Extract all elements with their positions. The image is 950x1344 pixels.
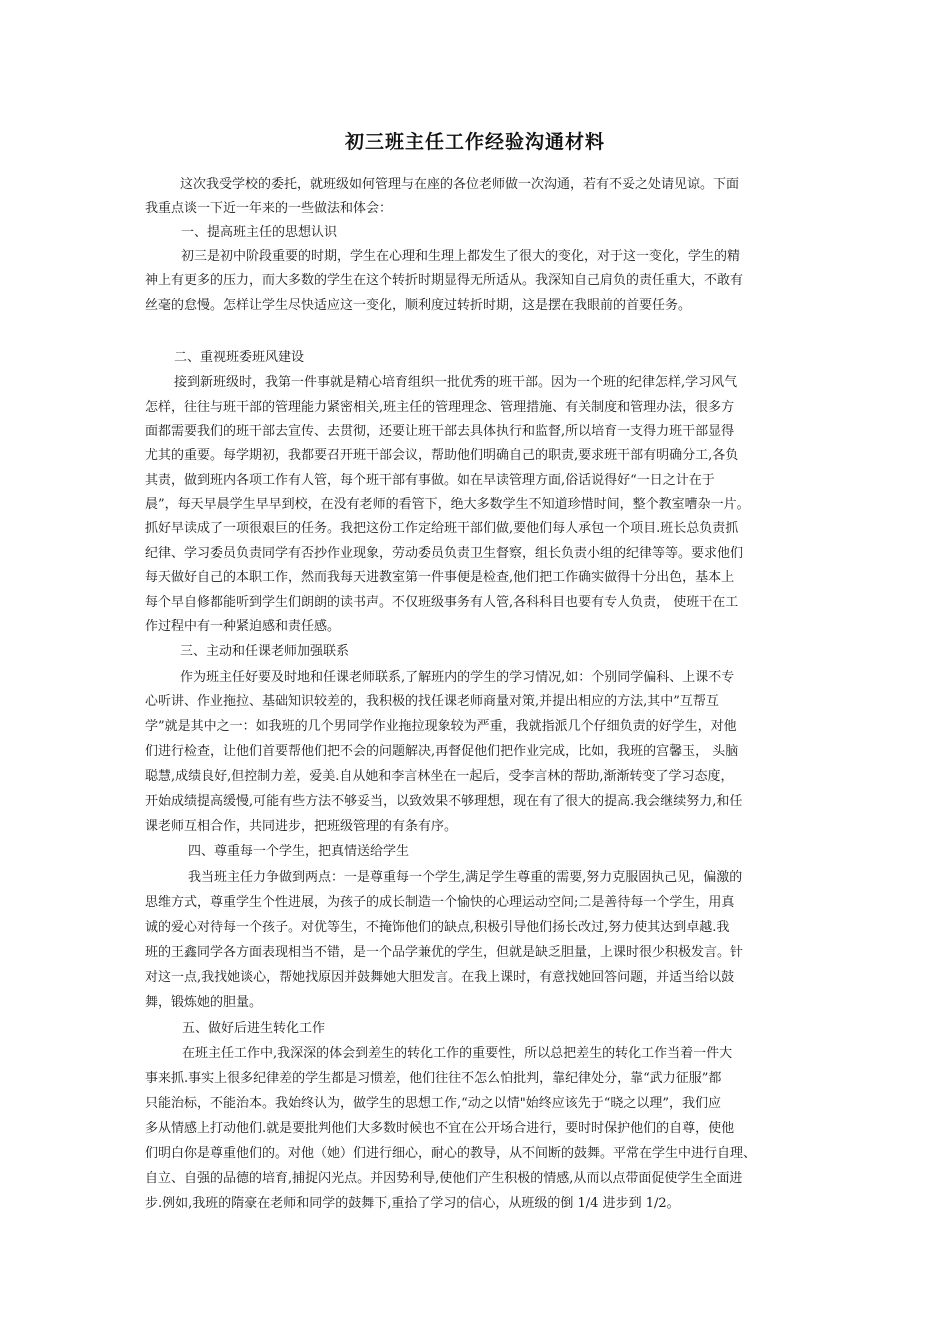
paragraph-line: 对这一点,我找她谈心，帮她找原因并鼓舞她大胆发言。在我上课时，有意找她回答问题，并适当给以鼓 (145, 970, 735, 985)
section-heading: 五、做好后进生转化工作 (182, 1021, 326, 1036)
paragraph-line: 开始成绩提高缓慢,可能有些方法不够妥当，以致效果不够理想，现在有了很大的提高.我会继续努力,和任 (145, 794, 743, 809)
paragraph-line: 只能治标，不能治本。我始终认为，做学生的思想工作,“动之以情"始终应该先于“晓之以理”，我们应 (145, 1096, 722, 1111)
paragraph-line: 作过程中有一种紧迫感和责任感。 (145, 619, 341, 634)
paragraph-line: 怎样，往往与班干部的管理能力紧密相关,班主任的管理理念、管理措施、有关制度和管理办法，很多方 (145, 400, 735, 415)
paragraph-line: 诚的爱心对待每一个孩子。对优等生，不掩饰他们的缺点,积极引导他们扬长改过,努力使其达到卓越.我 (145, 920, 730, 935)
section-heading: 二、重视班委班风建设 (174, 350, 305, 365)
paragraph-line: 课老师互相合作，共同进步，把班级管理的有条有序。 (145, 819, 458, 834)
document-title: 初三班主任工作经验沟通材料 (344, 131, 605, 153)
paragraph-line: 们进行检查，让他们首要帮他们把不会的问题解决,再督促他们把作业完成，比如，我班的宫馨玉， 头脑 (145, 744, 739, 759)
paragraph-line: 聪慧,成绩良好,但控制力差，爱美.自从她和李言林坐在一起后，受李言林的帮助,渐渐转变了学习态度， (145, 769, 734, 784)
paragraph-line: 初三是初中阶段重要的时期，学生在心理和生理上都发生了很大的变化，对于这一变化，学生的精 (181, 249, 741, 264)
paragraph-line: 其责，做到班内各项工作有人管，每个班干部有事做。如在早读管理方面,俗话说得好“一日之计在于 (145, 473, 715, 488)
paragraph-line: 每天做好自己的本职工作，然而我每天进教室第一件事便是检查,他们把工作确实做得十分出色，基本上 (145, 570, 735, 585)
section-heading: 四、尊重每一个学生，把真情送给学生 (188, 844, 410, 859)
paragraph-line: 步.例如,我班的隋豪在老师和同学的鼓舞下,重拾了学习的信心，从班级的倒 1/4 进步到 1/2。 (145, 1196, 680, 1211)
paragraph-line: 班的王鑫同学各方面表现相当不错，是一个品学兼优的学生，但就是缺乏胆量，上课时很少积极发言。针 (145, 945, 744, 960)
paragraph-line: 作为班主任好要及时地和任课老师联系,了解班内的学生的学习情况,如：个别同学偏科、上课不专 (180, 670, 735, 685)
paragraph-line: 在班主任工作中,我深深的体会到差生的转化工作的重要性，所以总把差生的转化工作当着一件大 (182, 1046, 733, 1061)
paragraph-line: 晨”，每天早晨学生早早到校，在没有老师的看管下，绝大多数学生不知道珍惜时间，整个教室嘈杂一片。 (145, 497, 750, 512)
paragraph-line: 事来抓.事实上很多纪律差的学生都是习惯差，他们往往不怎么怕批判，靠纪律处分，靠“武力征服”都 (145, 1071, 722, 1086)
paragraph-line: 自立、自强的品德的培育,捕捉闪光点。并因势利导,使他们产生积极的情感,从而以点带面促使学生全面进 (145, 1171, 743, 1186)
paragraph-line: 纪律、学习委员负责同学有否抄作业现象，劳动委员负责卫生督察，组长负责小组的纪律等等。要求他们 (145, 546, 744, 561)
paragraph-line: 接到新班级时，我第一件事就是精心培育组织一批优秀的班干部。因为一个班的纪律怎样,学习风气 (174, 375, 738, 390)
paragraph-line: 思维方式，尊重学生个性进展，为孩子的成长制造一个愉快的心理运动空间;二是善待每一个学生，用真 (145, 895, 735, 910)
paragraph-line: 尤其的重要。每学期初，我都要召开班干部会议，帮助他们明确自己的职责,要求班干部有明确分工,各负 (145, 448, 739, 463)
paragraph-line: 舞，锻炼她的胆量。 (145, 995, 263, 1010)
paragraph-line: 抓好早读成了一项很艰巨的任务。我把这份工作定给班干部们做,要他们每人承包一个项目.班长总负责抓 (145, 521, 739, 536)
paragraph-line: 我重点谈一下近一年来的一些做法和体会： (145, 201, 393, 216)
paragraph-line: 这次我受学校的委托，就班级如何管理与在座的各位老师做一次沟通，若有不妥之处请见谅。下面 (180, 177, 740, 192)
paragraph-line: 多从情感上打动他们.就是要批判他们大多数时候也不宜在公开场合进行，要时时保护他们的自尊，使他 (145, 1121, 735, 1136)
paragraph-line: 神上有更多的压力，而大多数的学生在这个转折时期显得无所适从。我深知自己肩负的责任重大，不敢有 (145, 273, 744, 288)
paragraph-line: 心听讲、作业拖拉、基础知识较差的，我积极的找任课老师商量对策,并提出相应的方法,其中”互帮互 (145, 694, 719, 709)
paragraph-line: 每个早自修都能听到学生们朗朗的读书声。不仅班级事务有人管,各科科目也要有专人负责， 使班干在工 (145, 595, 739, 610)
paragraph-line: 们明白你是尊重他们的。对他（她）们进行细心，耐心的教导，从不间断的鼓舞。平常在学生中进行自理、 (145, 1146, 757, 1161)
paragraph-line: 我当班主任力争做到两点：一是尊重每一个学生,满足学生尊重的需要,努力克服固执己见，偏激的 (188, 870, 743, 885)
paragraph-line: 面都需要我们的班干部去宣传、去贯彻，还要让班干部去具体执行和监督,所以培育一支得力班干部显得 (145, 424, 735, 439)
paragraph-line: 丝毫的怠慢。怎样让学生尽快适应这一变化，顺利度过转折时期，这是摆在我眼前的首要任务。 (145, 298, 692, 313)
paragraph-line: 学”就是其中之一：如我班的几个男同学作业拖拉现象较为严重，我就指派几个仔细负责的好学生，对他 (145, 719, 737, 734)
section-heading: 三、主动和任课老师加强联系 (180, 644, 350, 659)
section-heading: 一、提高班主任的思想认识 (181, 225, 338, 240)
